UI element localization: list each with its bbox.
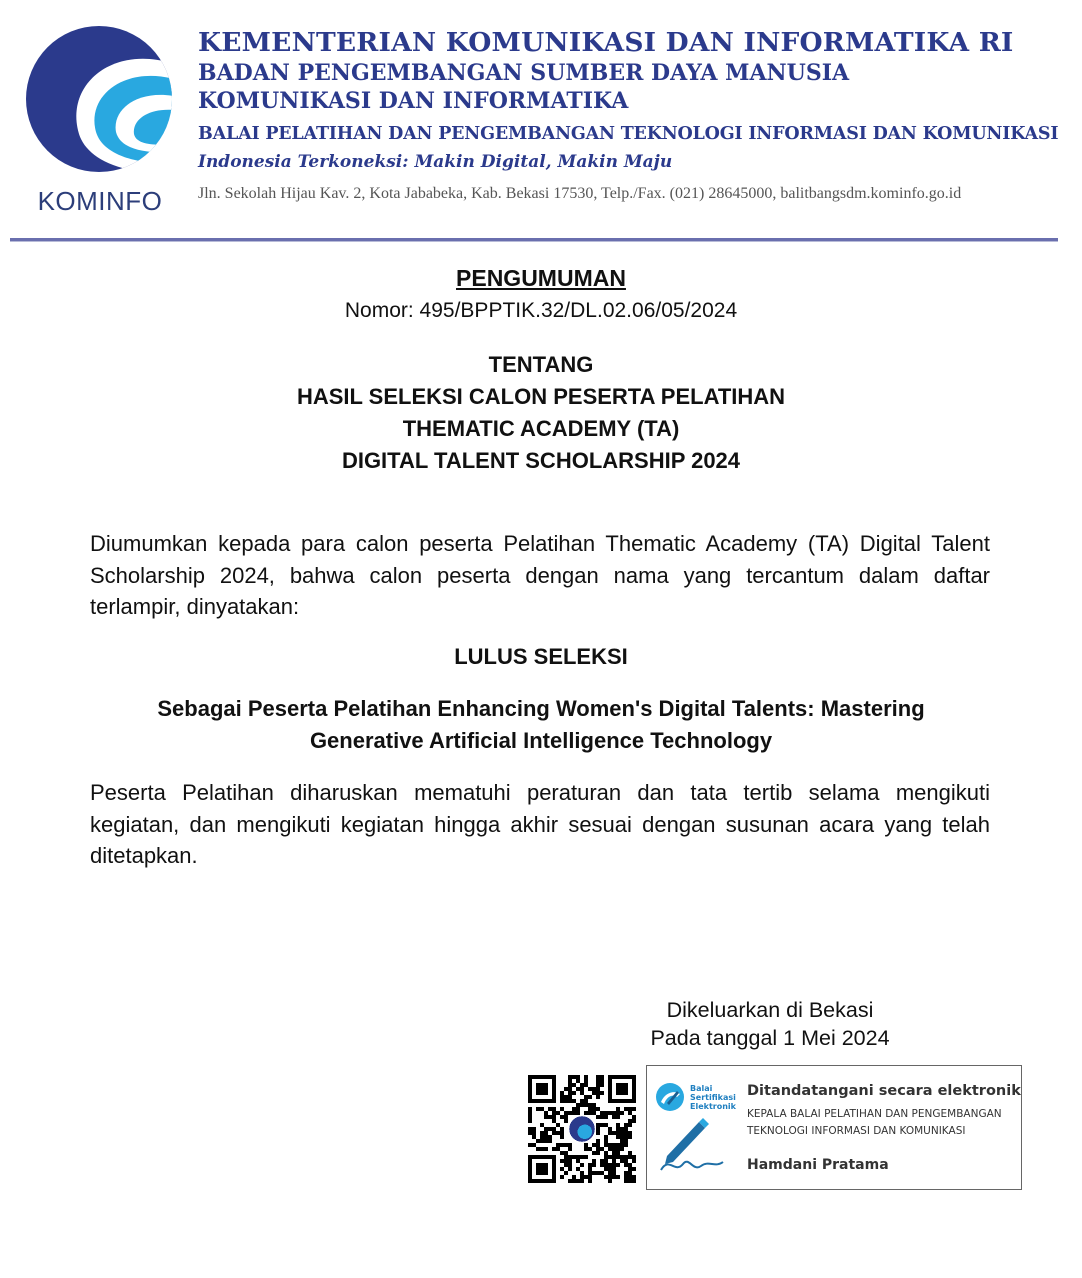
- intro-paragraph: Diumumkan kepada para calon peserta Pelatihan Thematic Academy (TA) Digital Talent Scholarship 2024, bahwa calon peserta dengan nama yang tercantum dalam daftar terlampir, dinyatakan:: [90, 531, 990, 619]
- qr-code-icon: [528, 1075, 636, 1183]
- kominfo-logo: [18, 24, 178, 224]
- agency-name-line2: KOMUNIKASI DAN INFORMATIKA: [198, 88, 629, 114]
- program-line: Sebagai Peserta Pelatihan Enhancing Women's Digital Talents: Mastering: [157, 696, 925, 721]
- bsre-label-line: Elektronik: [690, 1102, 736, 1111]
- bsre-label: [690, 1084, 736, 1111]
- signer-name: Hamdani Pratama: [747, 1157, 889, 1173]
- logo-wordmark: KOMINFO: [37, 186, 163, 216]
- subject-line: DIGITAL TALENT SCHOLARSHIP 2024: [341, 448, 741, 473]
- document-title: PENGUMUMAN: [456, 265, 626, 291]
- issue-place: Dikeluarkan di Bekasi: [666, 998, 874, 1022]
- agency-name-line1: BADAN PENGEMBANGAN SUMBER DAYA MANUSIA: [198, 60, 850, 86]
- signer-position-line: TEKNOLOGI INFORMASI DAN KOMUNIKASI: [747, 1125, 966, 1137]
- result-heading: LULUS SELEKSI: [454, 644, 628, 669]
- issuance-block: [620, 996, 920, 1052]
- signed-electronically-label: Ditandatangani secara elektronik: [747, 1083, 1021, 1099]
- program-line: Generative Artificial Intelligence Technology: [309, 728, 773, 753]
- subject-line: TENTANG: [488, 352, 594, 377]
- subject-line: THEMATIC ACADEMY (TA): [402, 416, 680, 441]
- issue-date: Pada tanggal 1 Mei 2024: [650, 1026, 890, 1050]
- bsre-emblem-icon: [655, 1082, 685, 1112]
- tagline: Indonesia Terkoneksi: Makin Digital, Makin Maju: [198, 152, 673, 172]
- balai-name: BALAI PELATIHAN DAN PENGEMBANGAN TEKNOLOGI INFORMASI DAN KOMUNIKASI: [198, 124, 1059, 144]
- letterhead-text: [198, 26, 1058, 205]
- document-number: Nomor: 495/BPPTIK.32/DL.02.06/05/2024: [344, 299, 738, 322]
- signer-position: [747, 1106, 1017, 1140]
- document-subject: [0, 349, 1082, 477]
- bsre-logo: [655, 1082, 741, 1112]
- program-name: [0, 693, 1082, 757]
- electronic-signature-box: [646, 1065, 1022, 1190]
- address: Jln. Sekolah Hijau Kav. 2, Kota Jababeka, Kab. Bekasi 17530, Telp./Fax. (021) 28645000, balitbangsdm.kominfo.go.id: [198, 185, 962, 202]
- subject-line: HASIL SELEKSI CALON PESERTA PELATIHAN: [296, 384, 786, 409]
- bsre-label-line: Sertifikasi: [690, 1093, 736, 1102]
- signer-position-line: KEPALA BALAI PELATIHAN DAN PENGEMBANGAN: [747, 1108, 1002, 1120]
- letterhead-divider: [10, 238, 1058, 242]
- bsre-label-line: Balai: [690, 1084, 713, 1093]
- ministry-name: KEMENTERIAN KOMUNIKASI DAN INFORMATIKA RI: [198, 27, 1014, 58]
- kominfo-emblem-icon: [24, 24, 174, 174]
- pen-signature-icon: [657, 1116, 737, 1176]
- rules-paragraph: Peserta Pelatihan diharuskan mematuhi peraturan dan tata tertib selama mengikuti kegiatan, dan mengikuti kegiatan hingga akhir sesuai dengan susunan acara yang telah ditetapkan.: [90, 780, 990, 868]
